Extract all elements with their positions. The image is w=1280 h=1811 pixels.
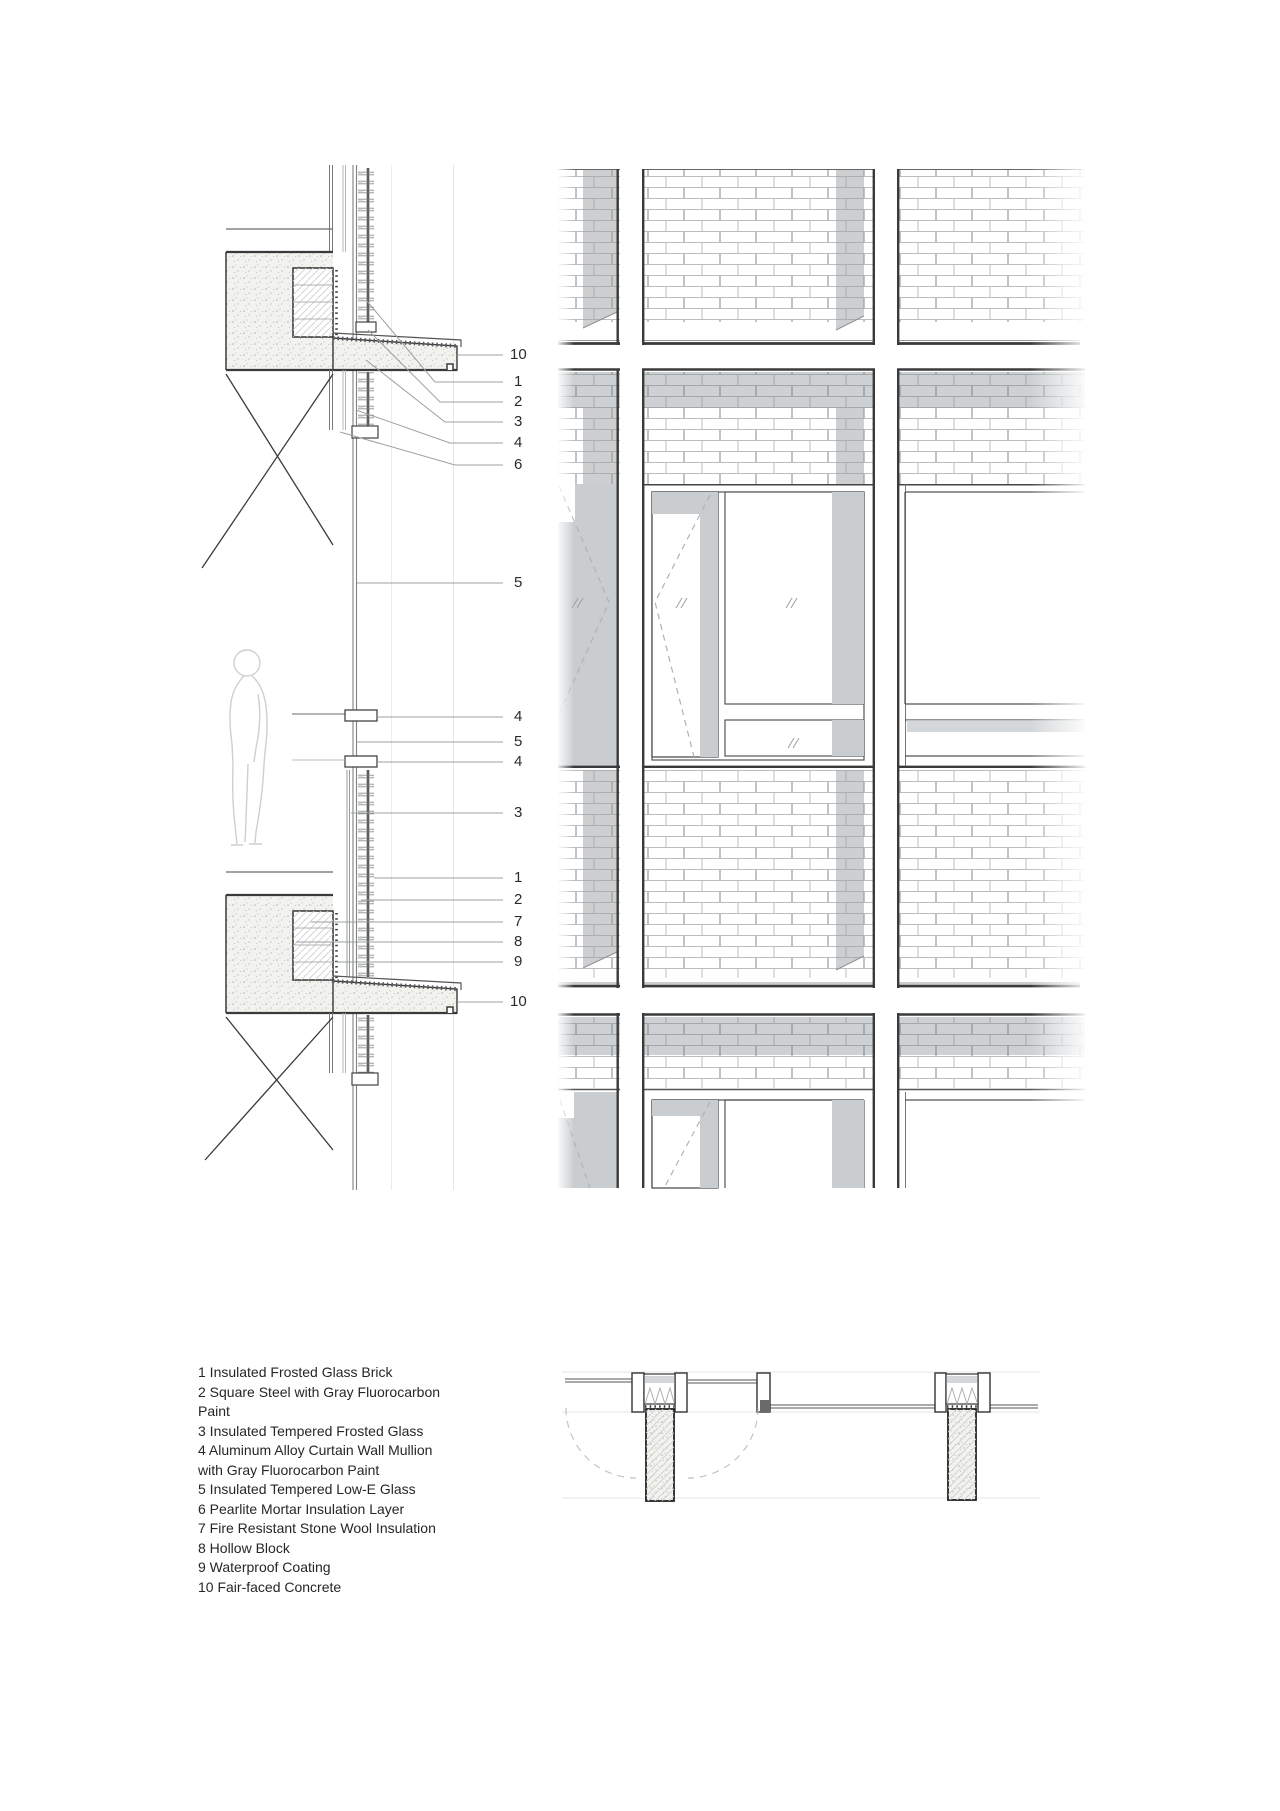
callout-label-3a: 3 — [514, 413, 523, 430]
callout-label-10a: 10 — [510, 346, 527, 363]
callout-label-2b: 2 — [514, 891, 523, 908]
plan-detail-drawing — [562, 1372, 1040, 1501]
wall-section-drawing — [202, 165, 461, 1190]
callout-label-8: 8 — [514, 933, 523, 950]
callout-label-4b: 4 — [514, 708, 523, 725]
callout-label-5a: 5 — [514, 574, 523, 591]
material-legend — [198, 1363, 456, 1597]
legend-item-8: 8 Hollow Block — [198, 1539, 290, 1556]
callout-label-10b: 10 — [510, 993, 527, 1010]
legend-item-1: 1 Insulated Frosted Glass Brick — [198, 1364, 393, 1380]
callout-label-7: 7 — [514, 913, 523, 930]
callout-label-4a: 4 — [514, 434, 523, 451]
callout-label-9: 9 — [514, 953, 523, 970]
callout-label-2a: 2 — [514, 393, 523, 410]
legend-item-7: 7 Fire Resistant Stone Wool Insulation — [198, 1520, 436, 1536]
legend-item-5: 5 Insulated Tempered Low-E Glass — [198, 1481, 416, 1497]
callout-label-3b: 3 — [514, 804, 523, 821]
human-figure — [230, 650, 267, 845]
callout-label-1a: 1 — [514, 373, 523, 390]
callout-label-4c: 4 — [514, 753, 523, 770]
legend-item-6: 6 Pearlite Mortar Insulation Layer — [198, 1500, 405, 1517]
callout-label-6: 6 — [514, 456, 523, 473]
callout-label-5b: 5 — [514, 733, 523, 750]
legend-item-10: 10 Fair-faced Concrete — [198, 1578, 342, 1595]
legend-item-9: 9 Waterproof Coating — [198, 1559, 331, 1575]
facade-elevation-drawing — [556, 165, 1090, 1195]
legend-item-4: 4 Aluminum Alloy Curtain Wall Mullion with Gray Fluorocarbon Paint — [198, 1442, 433, 1478]
legend-item-3: 3 Insulated Tempered Frosted Glass — [198, 1422, 424, 1439]
legend-item-2: 2 Square Steel with Gray Fluorocarbon Paint — [198, 1383, 441, 1419]
callout-label-1b: 1 — [514, 869, 523, 886]
